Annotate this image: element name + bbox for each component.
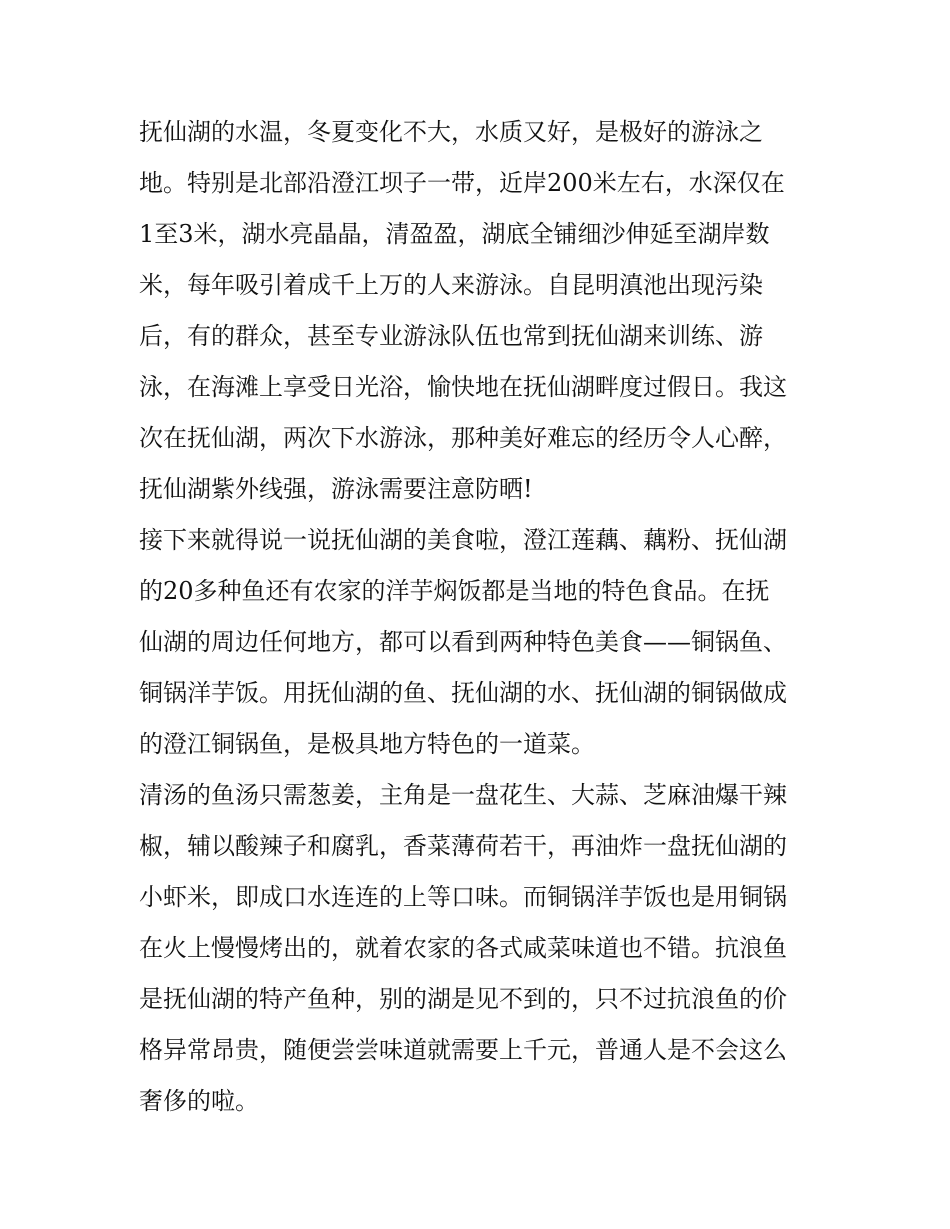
text-line: 的20多种鱼还有农家的洋芋焖饭都是当地的特色食品。在抚	[139, 577, 770, 605]
text-line: 的澄江铜锅鱼，是极具地方特色的一道菜。	[139, 730, 595, 758]
paragraph-food	[139, 515, 813, 770]
text-line: 奢侈的啦。	[139, 1087, 259, 1115]
text-line: 米，每年吸引着成千上万的人来游泳。自昆明滇池出现污染	[139, 271, 763, 299]
text-line: 地。特别是北部沿澄江坝子一带，近岸200米左右，水深仅在	[139, 169, 785, 197]
text-line: 泳，在海滩上享受日光浴，愉快地在抚仙湖畔度过假日。我这	[139, 373, 787, 401]
text-line: 抚仙湖的水温，冬夏变化不大，水质又好，是极好的游泳之	[139, 118, 763, 146]
text-line: 在火上慢慢烤出的，就着农家的各式咸菜味道也不错。抗浪鱼	[139, 934, 787, 962]
text-line: 椒，辅以酸辣子和腐乳，香菜薄荷若干，再油炸一盘抚仙湖的	[139, 832, 787, 860]
text-line: 抚仙湖紫外线强，游泳需要注意防晒!	[139, 475, 533, 503]
text-line: 仙湖的周边任何地方，都可以看到两种特色美食——铜锅鱼、	[139, 628, 787, 656]
text-line: 铜锅洋芋饭。用抚仙湖的鱼、抚仙湖的水、抚仙湖的铜锅做成	[139, 679, 787, 707]
text-line: 1至3米，湖水亮晶晶，清盈盈，湖底全铺细沙伸延至湖岸数	[139, 220, 770, 248]
paragraph-swimming	[139, 107, 813, 515]
text-line: 后，有的群众，甚至专业游泳队伍也常到抚仙湖来训练、游	[139, 322, 763, 350]
text-line: 次在抚仙湖，两次下水游泳，那种美好难忘的经历令人心醉，	[139, 424, 787, 452]
paragraph-fish-soup	[139, 770, 813, 1127]
text-line: 接下来就得说一说抚仙湖的美食啦，澄江莲藕、藕粉、抚仙湖	[139, 526, 787, 554]
text-line: 小虾米，即成口水连连的上等口味。而铜锅洋芋饭也是用铜锅	[139, 883, 787, 911]
text-line: 清汤的鱼汤只需葱姜，主角是一盘花生、大蒜、芝麻油爆干辣	[139, 781, 787, 809]
text-line: 是抚仙湖的特产鱼种，别的湖是见不到的，只不过抗浪鱼的价	[139, 985, 787, 1013]
document-page	[139, 107, 813, 1127]
text-line: 格异常昂贵，随便尝尝味道就需要上千元，普通人是不会这么	[139, 1036, 787, 1064]
